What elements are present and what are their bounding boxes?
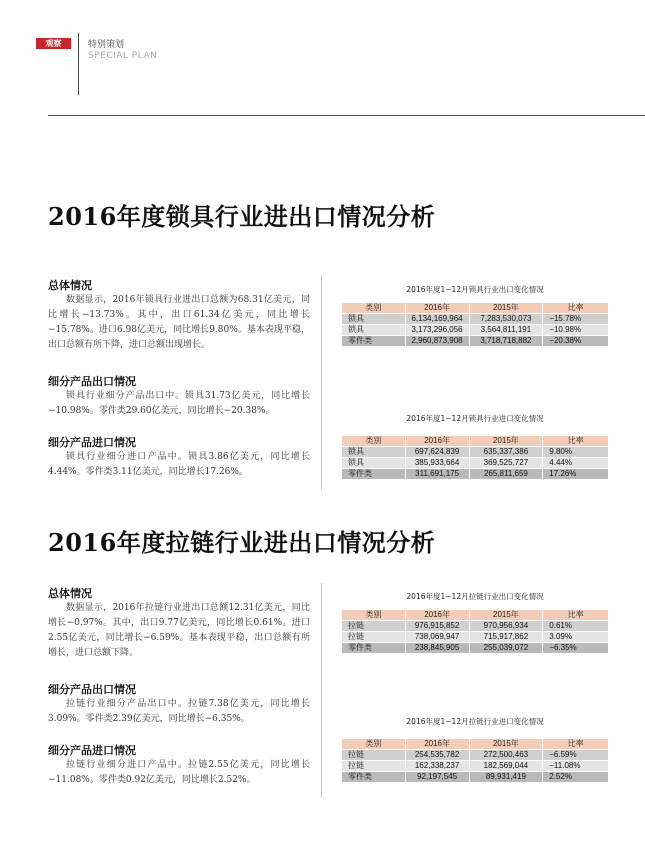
table-title: 2016年度1−12月锁具行业出口变化情况 [406,285,544,294]
table-row [342,469,609,480]
table-cell: 锁具 [342,325,406,336]
table-cell: −6.35% [543,643,609,654]
lock-overview-text: 数据显示，2016年锁具行业进出口总额为68.31亿美元，同比增长−13.73%。其中，出口61.34亿美元，同比增长−15.78%。进口6.98亿美元，同比增长9.80%。基本表现平稳，出口总额有所下降，进口总额出现增长。 [48,295,310,350]
zipper-overview [48,586,310,661]
column-separator [321,583,322,798]
table-cell: 7,283,530,073 [469,314,543,325]
zipper-import-table [341,716,609,783]
table-title: 2016年度1−12月拉链行业进口变化情况 [406,717,544,726]
table-row [342,447,609,458]
table-cell: 89,931,419 [469,772,543,783]
table-cell: 92,197,545 [405,772,469,783]
zipper-import-detail [48,743,310,788]
table-cell: 635,337,386 [469,447,543,458]
column-header: 2015年 [469,303,543,314]
table-cell: 锁具 [342,458,406,469]
table-cell: 697,624,839 [405,447,469,458]
table-header-row [342,610,609,621]
lock-export-detail [48,374,310,419]
zipper-overview-text: 数据显示，2016年拉链行业进出口总额12.31亿美元，同比增长−0.97%。其中，出口9.77亿美元，同比增长0.61%。进口2.55亿美元，同比增长−6.59%。基本表现平稳，出口总额有所增长，进口总额下降。 [48,603,310,658]
column-header: 类别 [342,739,406,750]
table-cell: −15.78% [543,314,609,325]
table-cell: 238,845,905 [405,643,469,654]
zipper-overview-heading: 总体情况 [48,587,92,600]
table-row [342,761,609,772]
table-cell: 零件类 [342,772,406,783]
zipper-export-text: 拉链行业细分产品出口中。拉链7.38亿美元，同比增长3.09%。零件类2.39亿美元，同比增长−6.35%。 [48,699,310,724]
column-header: 比率 [543,303,609,314]
table-cell: 970,956,934 [469,621,543,632]
table-cell: 拉链 [342,632,406,643]
table-row [342,772,609,783]
column-name: 特别策划 [88,40,125,50]
table-row [342,621,609,632]
table-cell: 738,069,947 [405,632,469,643]
table-row [342,750,609,761]
table-cell: 976,915,852 [405,621,469,632]
lock-import-heading: 细分产品进口情况 [48,436,136,449]
table-cell: 272,500,463 [469,750,543,761]
table-cell: 715,917,862 [469,632,543,643]
table-cell: 182,569,044 [469,761,543,772]
table-cell: 6,134,169,964 [405,314,469,325]
table-cell: 零件类 [342,336,406,347]
table-cell: 254,535,782 [405,750,469,761]
table-cell: 369,525,727 [469,458,543,469]
column-header: 2015年 [469,436,543,447]
table-cell: 零件类 [342,643,406,654]
table-cell: −10.98% [543,325,609,336]
table-cell: 3,564,811,191 [469,325,543,336]
zipper-export-table [341,591,609,654]
table-row [342,325,609,336]
column-name-en: SPECIAL PLAN [88,51,158,61]
column-header: 比率 [543,739,609,750]
table-cell: 162,338,237 [405,761,469,772]
lock-import-table [341,413,609,480]
lock-export-text: 锁具行业细分产品出口中。锁具31.73亿美元，同比增长−10.98%。零件类29.60亿美元，同比增长−20.38%。 [48,391,310,416]
table-header-row [342,739,609,750]
table-row [342,643,609,654]
section-badge: 观察 [36,38,71,49]
column-header: 2016年 [405,739,469,750]
header-divider [78,33,79,95]
table-row [342,314,609,325]
lock-import-text: 锁具行业细分进口产品中。锁具3.86亿美元，同比增长4.44%。零件类3.11亿美元，同比增长17.26%。 [48,452,310,477]
lock-overview [48,278,310,353]
table-cell: 255,039,072 [469,643,543,654]
table-cell: 9.80% [543,447,609,458]
table-cell: 3,173,296,056 [405,325,469,336]
column-header: 2016年 [405,436,469,447]
column-header: 2016年 [405,610,469,621]
column-header: 2015年 [469,610,543,621]
table-cell: 2,960,873,908 [405,336,469,347]
table-title: 2016年度1−12月拉链行业出口变化情况 [406,592,544,601]
table-title: 2016年度1−12月锁具行业进口变化情况 [406,414,544,423]
lock-section-title: 2016年度锁具行业进出口情况分析 [48,202,436,231]
column-header: 类别 [342,610,406,621]
zipper-export-heading: 细分产品出口情况 [48,683,136,696]
table-header-row [342,436,609,447]
table-header-row [342,303,609,314]
table-cell: 311,691,175 [405,469,469,480]
column-header: 2016年 [405,303,469,314]
zipper-import-text: 拉链行业细分进口产品中。拉链2.55亿美元，同比增长−11.08%。零件类0.92亿美元，同比增长2.52%。 [48,760,310,785]
table-cell: 3.09% [543,632,609,643]
column-header: 类别 [342,436,406,447]
column-header: 2015年 [469,739,543,750]
table-cell: 2.52% [543,772,609,783]
table-row [342,458,609,469]
zipper-section-title: 2016年度拉链行业进出口情况分析 [48,528,436,557]
column-separator [321,275,322,490]
table-cell: −6.59% [543,750,609,761]
lock-export-heading: 细分产品出口情况 [48,375,136,388]
column-header: 比率 [543,610,609,621]
lock-overview-heading: 总体情况 [48,279,92,292]
lock-import-detail [48,435,310,480]
table-cell: −11.08% [543,761,609,772]
header-rule [48,115,645,116]
table-cell: 锁具 [342,314,406,325]
table-cell: 拉链 [342,621,406,632]
table-cell: −20.38% [543,336,609,347]
column-header: 比率 [543,436,609,447]
table-cell: 0.61% [543,621,609,632]
zipper-export-detail [48,682,310,727]
column-header: 类别 [342,303,406,314]
table-cell: 3,718,718,882 [469,336,543,347]
table-cell: 拉链 [342,761,406,772]
table-cell: 拉链 [342,750,406,761]
table-cell: 265,811,659 [469,469,543,480]
table-row [342,632,609,643]
table-cell: 4.44% [543,458,609,469]
lock-export-table [341,284,609,347]
table-cell: 385,933,664 [405,458,469,469]
table-cell: 零件类 [342,469,406,480]
table-cell: 17.26% [543,469,609,480]
zipper-import-heading: 细分产品进口情况 [48,744,136,757]
table-cell: 锁具 [342,447,406,458]
table-row [342,336,609,347]
